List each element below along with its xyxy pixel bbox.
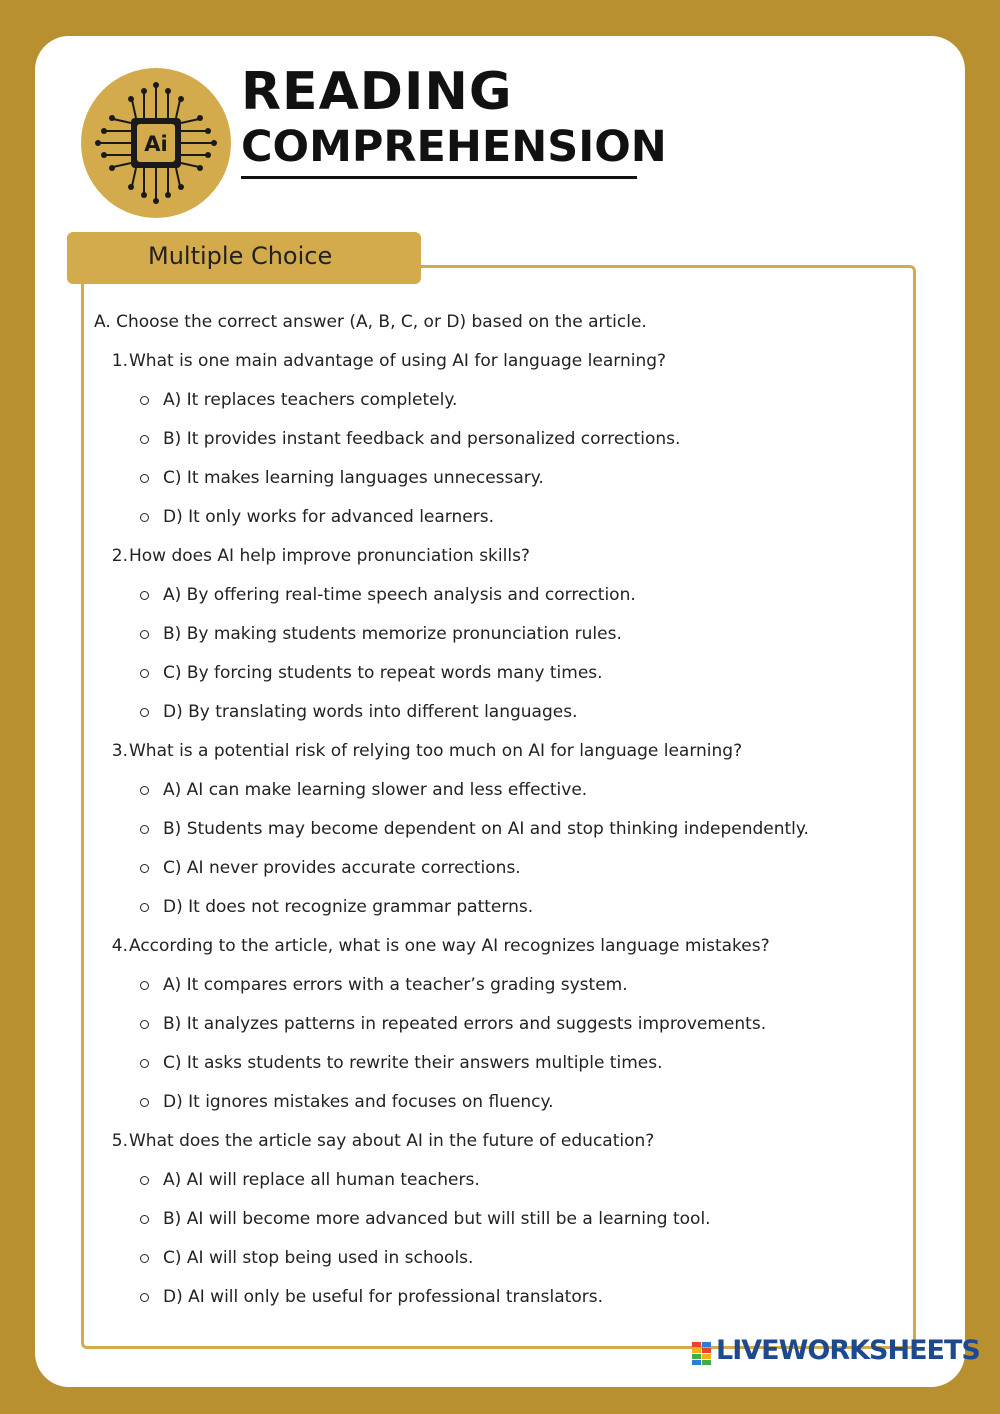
bullet-icon bbox=[140, 825, 149, 834]
option-q3-b[interactable]: B) Students may become dependent on AI and stop thinking independently. bbox=[163, 819, 809, 839]
bullet-icon bbox=[140, 1059, 149, 1068]
title-underline bbox=[241, 176, 637, 179]
option-q4-a[interactable]: A) It compares errors with a teacher’s grading system. bbox=[163, 975, 628, 995]
title-line-1: READING bbox=[241, 62, 513, 122]
bullet-icon bbox=[140, 864, 149, 873]
option-q2-c[interactable]: C) By forcing students to repeat words many times. bbox=[163, 663, 603, 683]
bullet-icon bbox=[140, 591, 149, 600]
question-number: 1. bbox=[111, 351, 128, 371]
bullet-icon bbox=[140, 513, 149, 522]
bullet-icon bbox=[140, 396, 149, 405]
question-text: What is one main advantage of using AI for language learning? bbox=[129, 351, 667, 371]
bullet-icon bbox=[140, 474, 149, 483]
option-q4-b[interactable]: B) It analyzes patterns in repeated errors and suggests improvements. bbox=[163, 1014, 767, 1034]
bullet-icon bbox=[140, 435, 149, 444]
option-q3-c[interactable]: C) AI never provides accurate corrections. bbox=[163, 858, 521, 878]
bullet-icon bbox=[140, 786, 149, 795]
liveworksheets-icon bbox=[692, 1342, 712, 1366]
bullet-icon bbox=[140, 1176, 149, 1185]
option-q2-d[interactable]: D) By translating words into different languages. bbox=[163, 702, 578, 722]
ai-chip-logo bbox=[81, 68, 231, 218]
question-number: 5. bbox=[111, 1131, 128, 1151]
option-q4-d[interactable]: D) It ignores mistakes and focuses on fluency. bbox=[163, 1092, 554, 1112]
option-q3-a[interactable]: A) AI can make learning slower and less effective. bbox=[163, 780, 588, 800]
bullet-icon bbox=[140, 1020, 149, 1029]
section-tab-label: Multiple Choice bbox=[148, 242, 333, 270]
bullet-icon bbox=[140, 903, 149, 912]
question-number: 2. bbox=[111, 546, 128, 566]
liveworksheets-watermark[interactable]: LIVEWORKSHEETS bbox=[716, 1335, 980, 1366]
option-q1-d[interactable]: D) It only works for advanced learners. bbox=[163, 507, 494, 527]
option-q3-d[interactable]: D) It does not recognize grammar patterns. bbox=[163, 897, 534, 917]
option-q1-b[interactable]: B) It provides instant feedback and personalized corrections. bbox=[163, 429, 681, 449]
instruction-text: A. Choose the correct answer (A, B, C, or D) based on the article. bbox=[94, 312, 647, 332]
bullet-icon bbox=[140, 1254, 149, 1263]
option-q2-a[interactable]: A) By offering real-time speech analysis and correction. bbox=[163, 585, 636, 605]
bullet-icon bbox=[140, 1098, 149, 1107]
question-text: How does AI help improve pronunciation skills? bbox=[129, 546, 530, 566]
option-q1-c[interactable]: C) It makes learning languages unnecessary. bbox=[163, 468, 544, 488]
option-q5-d[interactable]: D) AI will only be useful for professional translators. bbox=[163, 1287, 603, 1307]
question-text: What does the article say about AI in the future of education? bbox=[129, 1131, 655, 1151]
title-line-2: COMPREHENSION bbox=[241, 122, 667, 172]
option-q2-b[interactable]: B) By making students memorize pronunciation rules. bbox=[163, 624, 622, 644]
option-q5-b[interactable]: B) AI will become more advanced but will still be a learning tool. bbox=[163, 1209, 711, 1229]
question-number: 3. bbox=[111, 741, 128, 761]
bullet-icon bbox=[140, 1215, 149, 1224]
question-text: What is a potential risk of relying too much on AI for language learning? bbox=[129, 741, 743, 761]
bullet-icon bbox=[140, 630, 149, 639]
question-number: 4. bbox=[111, 936, 128, 956]
bullet-icon bbox=[140, 981, 149, 990]
option-q4-c[interactable]: C) It asks students to rewrite their answers multiple times. bbox=[163, 1053, 663, 1073]
bullet-icon bbox=[140, 708, 149, 717]
question-text: According to the article, what is one way AI recognizes language mistakes? bbox=[129, 936, 770, 956]
option-q5-a[interactable]: A) AI will replace all human teachers. bbox=[163, 1170, 480, 1190]
bullet-icon bbox=[140, 1293, 149, 1302]
option-q1-a[interactable]: A) It replaces teachers completely. bbox=[163, 390, 458, 410]
logo-text: Ai bbox=[144, 132, 168, 156]
option-q5-c[interactable]: C) AI will stop being used in schools. bbox=[163, 1248, 474, 1268]
bullet-icon bbox=[140, 669, 149, 678]
circuit-icon bbox=[81, 68, 231, 218]
